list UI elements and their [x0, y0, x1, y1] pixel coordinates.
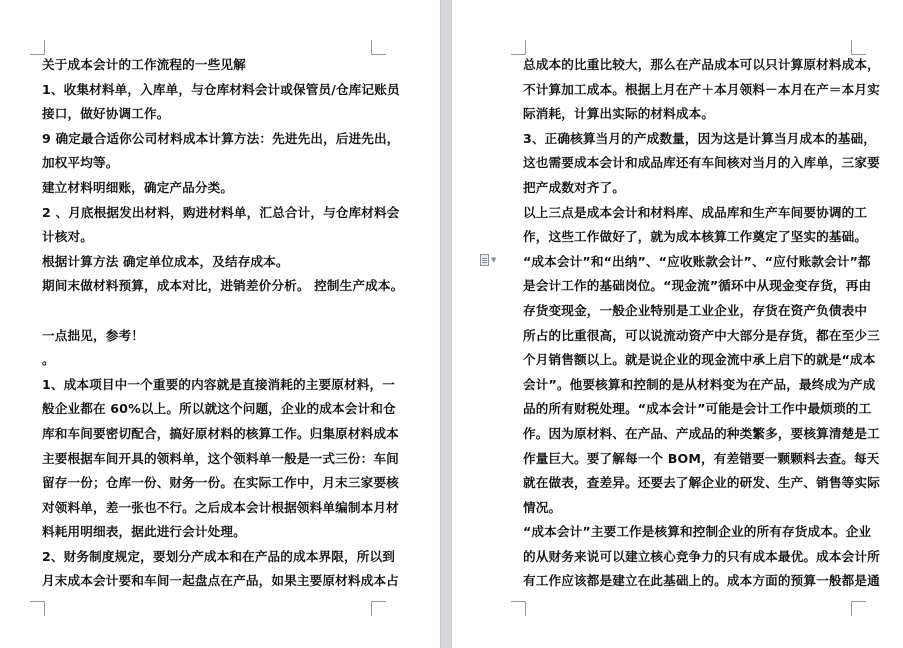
text-line: 2、财务制度规定，要划分产成本和在产品的成本界限，所以到	[42, 548, 395, 564]
text-line: 品的所有财税处理。“成本会计”可能是会计工作中最烦琐的工	[523, 401, 872, 417]
text-line: 作量巨大。要了解每一个 BOM，有差错要一颗颗料去查。每天	[523, 450, 880, 466]
text-line: 3、正确核算当月的产成数量，因为这是计算当月成本的基础，	[523, 130, 876, 146]
text-line: 建立材料明细账，确定产品分类。	[42, 179, 234, 195]
text-line: 一点拙见，参考！	[42, 327, 144, 343]
text-line: 库和车间要密切配合，搞好原材料的核算工作。归集原材料成本	[42, 425, 399, 441]
text-line: 。	[42, 352, 55, 368]
text-line: “成本会计”主要工作是核算和控制企业的所有存货成本。企业	[523, 524, 872, 540]
text-line: 关于成本会计的工作流程的一些见解	[42, 57, 246, 72]
text-line: 接口，做好协调工作。	[42, 106, 170, 122]
text-line: 不计算加工成本。根据上月在产＋本月领料－本月在产＝本月实	[523, 81, 880, 97]
text-line: 料耗用明细表，据此进行会计处理。	[42, 524, 246, 540]
text-line: 期间末做材料预算，成本对比，进销差价分析。 控制生产成本。	[42, 278, 404, 294]
text-line: 所占的比重很高，可以说流动资产中大部分是存货，都在至少三	[523, 327, 880, 343]
page-text-left	[42, 53, 404, 594]
text-line: 1、成本项目中一个重要的内容就是直接消耗的主要原材料，一	[42, 376, 395, 392]
text-line: 有工作应该都是建立在此基础上的。成本方面的预算一般都是通	[523, 573, 880, 589]
paragraph-options-icon[interactable]	[480, 253, 504, 267]
text-line: 9 确定最合适你公司材料成本计算方法：先进先出，后进先出，	[42, 130, 400, 146]
text-line: 1、收集材料单，入库单，与仓库材料会计或保管员/仓库记账员	[42, 81, 400, 97]
document-icon	[480, 254, 489, 266]
text-line: 主要根据车间开具的领料单，这个领料单一般是一式三份：车间	[42, 450, 399, 466]
text-line: 际消耗，计算出实际的材料成本。	[523, 106, 715, 122]
text-line: 是会计工作的基础岗位。“现金流”循环中从现金变存货，再由	[523, 278, 872, 294]
text-line: 就在做表，查差异。还要去了解企业的研发、生产、销售等实际	[523, 475, 880, 491]
corner-mark-bottom-right	[371, 601, 386, 616]
text-line: 总成本的比重比较大，那么在产品成本可以只计算原材料成本，	[523, 57, 880, 72]
text-line: 的从财务来说可以建立核心竞争力的只有成本最优。成本会计所	[523, 548, 880, 564]
text-line: 把产成数对齐了。	[523, 179, 625, 195]
corner-mark-bottom-left	[30, 601, 45, 616]
blank-line	[42, 299, 374, 324]
text-line: 作，这些工作做好了，就为成本核算工作奠定了坚实的基础。	[523, 229, 868, 245]
document-page-right	[452, 0, 903, 648]
text-line: 月末成本会计要和车间一起盘点在产品，如果主要原材料成本占	[42, 573, 399, 589]
text-line: 这也需要成本会计和成品库还有车间核对当月的入库单，三家要	[523, 155, 880, 171]
text-line: 根据计算方法 确定单位成本，及结存成本。	[42, 253, 289, 269]
document-page-left	[0, 0, 440, 648]
text-line: 2 、月底根据发出材料，购进材料单，汇总合计，与仓库材料会	[42, 204, 400, 220]
text-line: 个月销售额以上。就是说企业的现金流中承上启下的就是“成本	[523, 352, 876, 368]
text-line: 作。因为原材料、在产品、产成品的种类繁多，要核算清楚是工	[523, 425, 880, 441]
page-text-right	[523, 53, 880, 594]
corner-mark-bottom-right	[851, 601, 866, 616]
text-line: 般企业都在 60%以上。所以就这个问题，企业的成本会计和仓	[42, 401, 396, 417]
text-line: 加权平均等。	[42, 155, 119, 171]
text-line: 情况。	[523, 499, 562, 515]
page-gutter	[440, 0, 452, 648]
text-line: 留存一份；仓库一份、财务一份。在实际工作中，月末三家要核	[42, 475, 399, 491]
text-line: 计核对。	[42, 229, 93, 245]
text-line: 会计”。他要核算和控制的是从材料变为在产品，最终成为产成	[523, 376, 876, 392]
corner-mark-bottom-left	[511, 601, 526, 616]
text-line: 以上三点是成本会计和材料库、成品库和生产车间要协调的工	[523, 204, 868, 220]
chevron-down-icon: ▼	[491, 255, 497, 264]
text-line: 对领料单，差一张也不行。之后成本会计根据领料单编制本月材	[42, 499, 399, 515]
text-line: 存货变现金，一般企业特别是工业企业，存货在资产负债表中	[523, 302, 868, 318]
text-line: “成本会计”和“出纳”、“应收账款会计”、“应付账款会计”都	[523, 253, 871, 269]
